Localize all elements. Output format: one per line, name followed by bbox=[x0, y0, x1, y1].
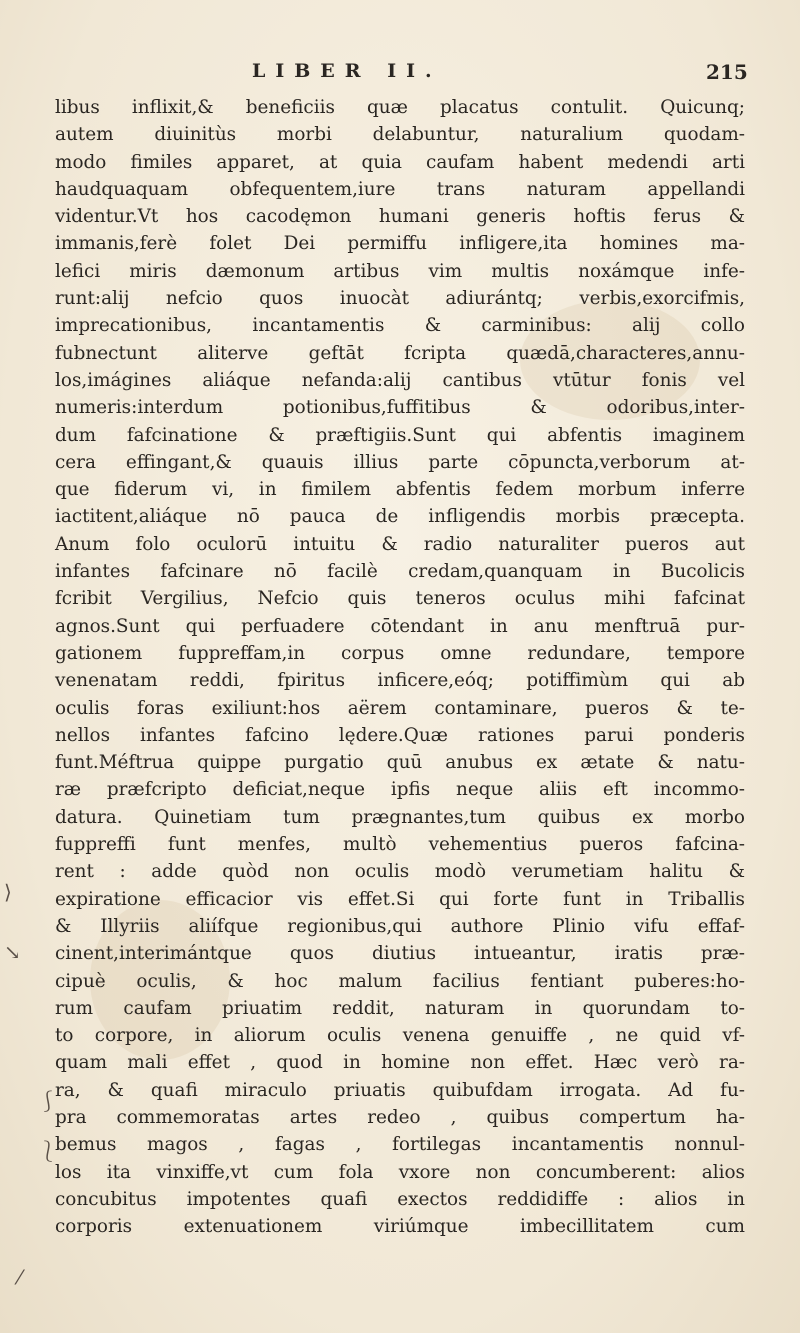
text-line: lefici miris dæmonum artibus vim multis noxámque infe- bbox=[55, 260, 745, 282]
text-line: rum caufam priuatim reddit, naturam in quorundam to- bbox=[55, 997, 745, 1019]
text-line: dum fafcinatione & præftigiis.Sunt qui abfentis imaginem bbox=[55, 424, 745, 446]
text-line: quam mali effet , quod in homine non effet. Hæc verò ra- bbox=[55, 1052, 745, 1074]
text-line: haudquaquam obfequentem,iure trans naturam appellandi bbox=[55, 178, 745, 200]
page-header bbox=[0, 56, 800, 92]
text-line: runt:alij nefcio quos inuocàt adiurántq; verbis,exorcifmis, bbox=[55, 288, 745, 310]
text-line: ra, & quafi miraculo priuatis quibufdam irrogata. Ad fu- bbox=[55, 1079, 745, 1101]
running-title: LIBER II. bbox=[252, 60, 442, 82]
text-line: los,imágines aliáque nefanda:alij cantibus vtūtur fonis vel bbox=[55, 369, 745, 391]
text-line: agnos.Sunt qui perfuadere cōtendant in anu menftruā pur- bbox=[55, 615, 745, 637]
text-line: los ita vinxiffe,vt cum fola vxore non concumberent: alios bbox=[55, 1161, 745, 1183]
text-line: oculis foras exiliunt:hos aërem contaminare, pueros & te- bbox=[55, 697, 745, 719]
text-line: videntur.Vt hos cacodęmon humani generis hoftis ferus & bbox=[55, 206, 745, 228]
text-line: pra commemoratas artes redeo , quibus compertum ha- bbox=[55, 1106, 745, 1128]
page-number: 215 bbox=[706, 60, 748, 84]
text-line: corporis extenuationem viriúmque imbecillitatem cum bbox=[55, 1216, 745, 1238]
text-line: funt.Méftrua quippe purgatio quū anubus ex ætate & natu- bbox=[55, 752, 745, 774]
text-line: venenatam reddi, fpiritus inficere,eóq; potiffimùm qui ab bbox=[55, 670, 745, 692]
text-line: imprecationibus, incantamentis & carminibus: alij collo bbox=[55, 315, 745, 337]
text-line: expiratione efficacior vis effet.Si qui forte funt in Triballis bbox=[55, 888, 745, 910]
margin-check-mark: ↘ bbox=[4, 940, 21, 964]
text-line: iactitent,aliáque nō pauca de infligendis morbis præcepta. bbox=[55, 506, 745, 528]
text-line: cinent,interimántque quos diutius intueantur, iratis præ- bbox=[55, 943, 745, 965]
text-line: gationem fuppreffam,in corpus omne redundare, tempore bbox=[55, 642, 745, 664]
margin-pen-stroke: ⁄ bbox=[18, 1265, 22, 1289]
text-line: cipuè oculis, & hoc malum facilius fentiant puberes:ho- bbox=[55, 970, 745, 992]
text-line: to corpore, in aliorum oculis venena genuiffe , ne quid vf- bbox=[55, 1025, 745, 1047]
text-line: libus inflixit,& beneficiis quæ placatus contulit. Quicunq; bbox=[55, 97, 745, 118]
text-line: fcribit Vergilius, Nefcio quis teneros oculus mihi fafcinat bbox=[55, 588, 745, 610]
margin-bracket-mark: ⎰ bbox=[38, 1089, 58, 1113]
margin-bracket-mark: ⎱ bbox=[38, 1139, 58, 1163]
text-line: & Illyriis aliífque regionibus,qui authore Plinio vifu effaf- bbox=[55, 915, 745, 937]
text-line: infantes fafcinare nō facilè credam,quanquam in Bucolicis bbox=[55, 561, 745, 583]
text-line: concubitus impotentes quafi exectos reddidiffe : alios in bbox=[55, 1188, 745, 1210]
text-line: numeris:interdum potionibus,fuffitibus & odoribus,inter- bbox=[55, 397, 745, 419]
text-line: rent : adde quòd non oculis modò verumetiam halitu & bbox=[55, 861, 745, 883]
text-line: fubnectunt aliterve geftāt fcripta quædā,characteres,annu- bbox=[55, 342, 745, 364]
body-text bbox=[55, 94, 745, 1240]
text-line: autem diuinitùs morbi delabuntur, naturalium quodam- bbox=[55, 124, 745, 146]
text-line: ræ præfcripto deficiat,neque ipfis neque aliis eft incommo- bbox=[55, 779, 745, 801]
margin-bracket-mark: ⟩ bbox=[4, 880, 12, 904]
text-line: nellos infantes fafcino lędere.Quæ rationes parui ponderis bbox=[55, 724, 745, 746]
text-line: cera effingant,& quauis illius parte cōpuncta,verborum at- bbox=[55, 451, 745, 473]
text-line: Anum folo oculorū intuitu & radio naturaliter pueros aut bbox=[55, 533, 745, 555]
text-line: fuppreffi funt menfes, multò vehementius pueros fafcina- bbox=[55, 834, 745, 856]
text-line: datura. Quinetiam tum prægnantes,tum quibus ex morbo bbox=[55, 806, 745, 828]
text-line: immanis,ferè folet Dei permiffu infligere,ita homines ma- bbox=[55, 233, 745, 255]
text-line: que fiderum vi, in fimilem abfentis fedem morbum inferre bbox=[55, 479, 745, 501]
text-line: bemus magos , fagas , fortilegas incantamentis nonnul- bbox=[55, 1134, 745, 1156]
text-line: modo fimiles apparet, at quia caufam habent medendi arti bbox=[55, 151, 745, 173]
